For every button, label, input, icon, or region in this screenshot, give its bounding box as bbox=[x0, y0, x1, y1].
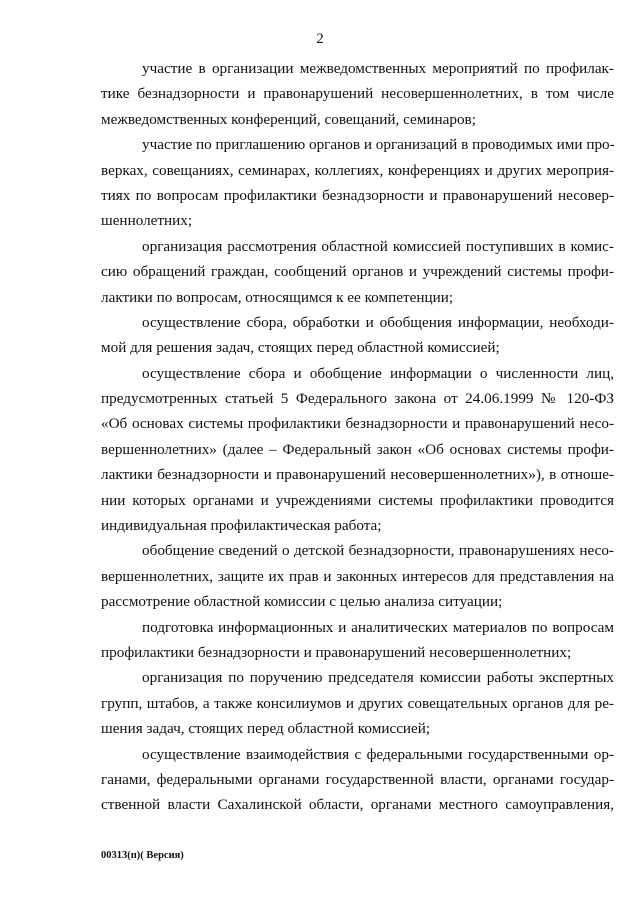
text-line: ганами, федеральными органами государственной власти, органами государ- bbox=[101, 770, 614, 788]
text-line: вершеннолетних, защите их прав и законных интересов для представления на bbox=[101, 567, 614, 585]
text-line: шеннолетних; bbox=[101, 212, 193, 230]
text-line: осуществление взаимодействия с федеральными государственными ор- bbox=[142, 745, 614, 763]
text-line: шения задач, стоящих перед областной комиссией; bbox=[101, 720, 431, 738]
text-line: ственной власти Сахалинской области, органами местного самоуправления, bbox=[101, 796, 614, 814]
document-footer-code: 00313(п)( Версия) bbox=[101, 850, 184, 861]
page-number: 2 bbox=[316, 31, 324, 47]
text-line: обобщение сведений о детской безнадзорности, правонарушениях несо- bbox=[142, 542, 614, 560]
text-line: сию обращений граждан, сообщений органов и учреждений системы профи- bbox=[101, 263, 614, 281]
text-line: групп, штабов, а также консилиумов и других совещательных органов для ре- bbox=[101, 694, 614, 712]
text-line: тике безнадзорности и правонарушений несовершеннолетних, в том числе bbox=[101, 85, 614, 103]
text-line: индивидуальная профилактическая работа; bbox=[101, 517, 382, 535]
text-line: осуществление сбора и обобщение информации о численности лиц, bbox=[142, 364, 614, 382]
text-line: нии которых органами и учреждениями системы профилактики проводится bbox=[101, 491, 614, 509]
text-line: подготовка информационных и аналитических материалов по вопросам bbox=[142, 618, 614, 636]
text-line: «Об основах системы профилактики безнадзорности и правонарушений несо- bbox=[101, 415, 614, 433]
text-line: предусмотренных статьей 5 Федерального закона от 24.06.1999 № 120-ФЗ bbox=[101, 390, 614, 408]
text-line: лактики по вопросам, относящимся к ее компетенции; bbox=[101, 288, 454, 306]
text-line: тиях по вопросам профилактики безнадзорности и правонарушений несовер- bbox=[101, 186, 614, 204]
text-line: межведомственных конференций, совещаний, семинаров; bbox=[101, 110, 476, 128]
text-line: организация рассмотрения областной комиссией поступивших в комис- bbox=[142, 237, 614, 255]
text-line: лактики безнадзорности и правонарушений несовершеннолетних»), в отноше- bbox=[101, 466, 614, 484]
text-line: участие по приглашению органов и организаций в проводимых ими про- bbox=[142, 136, 615, 154]
text-line: верках, совещаниях, семинарах, коллегиях, конференциях и других мероприя- bbox=[101, 161, 614, 179]
text-line: вершеннолетних» (далее – Федеральный закон «Об основах системы профи- bbox=[101, 440, 614, 458]
text-line: организация по поручению председателя комиссии работы экспертных bbox=[142, 669, 614, 687]
text-line: участие в организации межведомственных мероприятий по профилак- bbox=[142, 60, 614, 77]
text-line: рассмотрение областной комиссии с целью анализа ситуации; bbox=[101, 593, 503, 611]
text-line: профилактики безнадзорности и правонарушений несовершеннолетних; bbox=[101, 643, 572, 661]
text-line: мой для решения задач, стоящих перед областной комиссией; bbox=[101, 339, 500, 357]
document-body bbox=[101, 56, 614, 818]
text-line: осуществление сбора, обработки и обобщения информации, необходи- bbox=[142, 313, 614, 331]
